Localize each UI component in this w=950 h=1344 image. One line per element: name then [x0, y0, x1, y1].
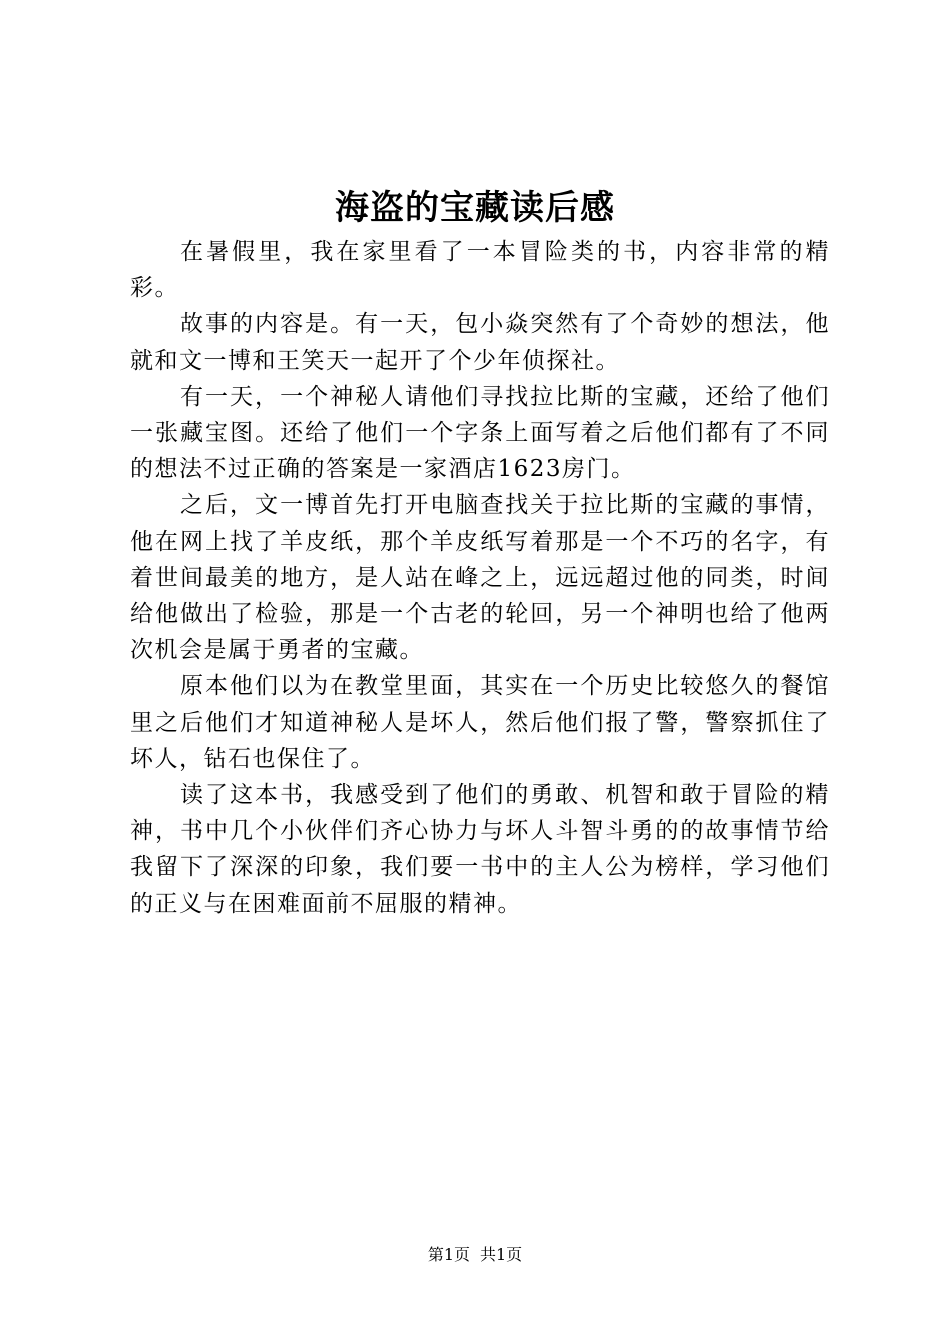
document-body	[130, 234, 830, 922]
paragraph-2: 故事的内容是。有一天，包小焱突然有了个奇妙的想法，他就和文一博和王笑天一起开了个少年侦探社。	[130, 311, 830, 374]
page-number: 第1页	[427, 1245, 470, 1264]
paragraph-1: 在暑假里，我在家里看了一本冒险类的书，内容非常的精彩。	[130, 239, 830, 302]
page-footer	[0, 1244, 950, 1266]
paragraph-4: 之后，文一博首先打开电脑查找关于拉比斯的宝藏的事情，他在网上找了羊皮纸，那个羊皮纸写着那是一个不巧的名字，有着世间最美的地方，是人站在峰之上，远远超过他的同类，时间给他做出了检验，那是一个古老的轮回，另一个神明也给了他两次机会是属于勇者的宝藏。	[130, 492, 830, 664]
paragraph-6: 读了这本书，我感受到了他们的勇敢、机智和敢于冒险的精神，书中几个小伙伴们齐心协力与坏人斗智斗勇的的故事情节给我留下了深深的印象，我们要一书中的主人公为榜样，学习他们的正义与在困难面前不屈服的精神。	[130, 782, 830, 917]
paragraph-3: 有一天，一个神秘人请他们寻找拉比斯的宝藏，还给了他们一张藏宝图。还给了他们一个字条上面写着之后他们都有了不同的想法不过正确的答案是一家酒店1623房门。	[130, 383, 830, 483]
paragraph-5: 原本他们以为在教堂里面，其实在一个历史比较悠久的餐馆里之后他们才知道神秘人是坏人，然后他们报了警，警察抓住了坏人，钻石也保住了。	[130, 673, 830, 772]
page-total: 共1页	[480, 1245, 523, 1264]
document-title: 海盗的宝藏读后感	[335, 188, 615, 228]
